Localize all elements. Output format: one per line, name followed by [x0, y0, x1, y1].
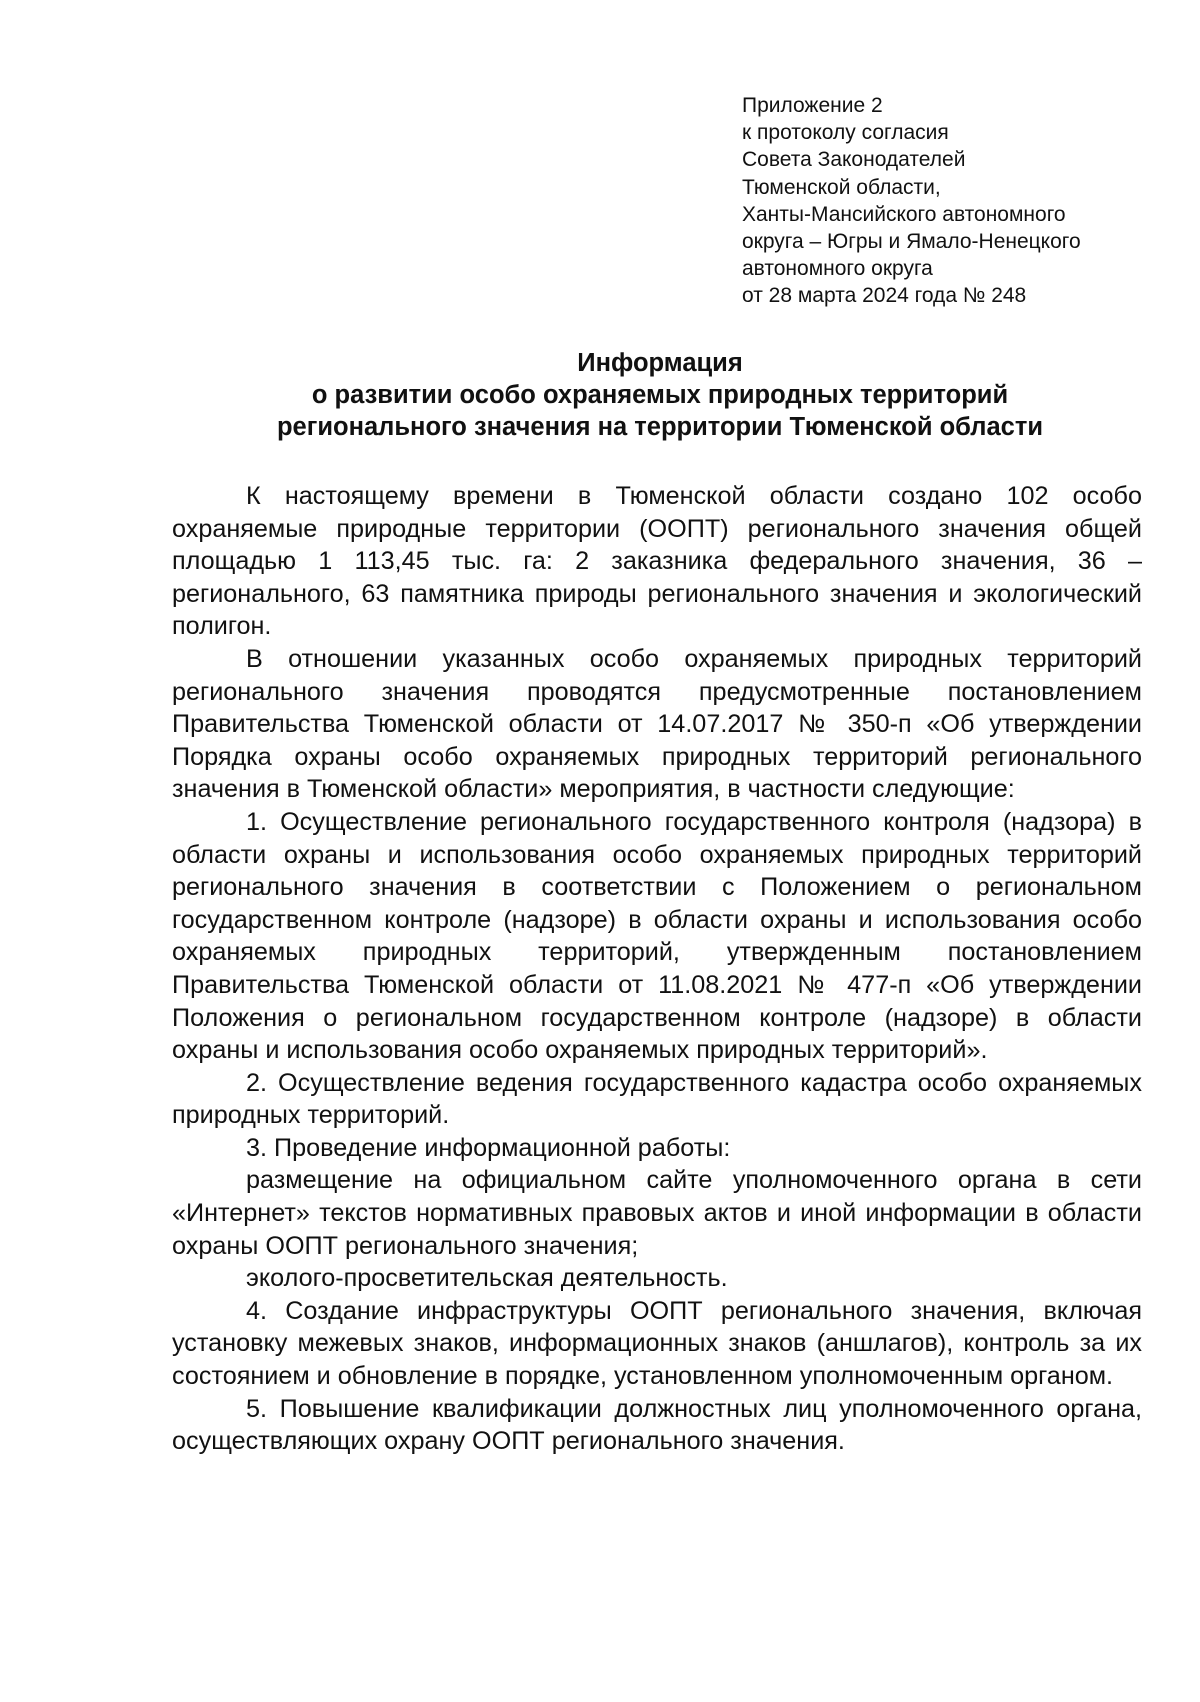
appendix-line: Ханты-Мансийского автономного	[742, 202, 1066, 226]
list-item-3-sub-1: размещение на официальном сайте уполномоченного органа в сети «Интернет» текстов нормативных правовых актов и иной информации в области охраны ООПТ регионального значения;	[172, 1166, 1142, 1260]
list-item-1: 1. Осуществление регионального государственного контроля (надзора) в области охраны и использования особо охраняемых природных территорий регионального значения в соответствии с Положением о региональном государственном контроле (надзоре) в области охраны и использования особо охраняемых природных территорий, утвержденным постановлением Правительства Тюменской области от 11.08.2021 № 477-п «Об утверждении Положения о региональном государственном контроле (надзоре) в области охраны и использования особо охраняемых природных территорий».	[172, 807, 1142, 1065]
appendix-note	[742, 92, 1162, 310]
list-item-2: 2. Осуществление ведения государственного кадастра особо охраняемых природных территорий.	[172, 1068, 1142, 1130]
paragraph-measures: В отношении указанных особо охраняемых природных территорий регионального значения проводятся предусмотренные постановлением Правительства Тюменской области от 14.07.2017 № 350-п «Об утверждении Порядка охраны особо охраняемых природных территорий регионального значения в Тюменской области» мероприятия, в частности следующие:	[172, 644, 1142, 804]
list-item-4: 4. Создание инфраструктуры ООПТ регионального значения, включая установку межевых знаков, информационных знаков (аншлагов), контроль за их состоянием и обновление в порядке, установленном уполномоченным органом.	[172, 1296, 1142, 1391]
appendix-line: Совета Законодателей	[742, 148, 966, 172]
appendix-line: округа – Югры и Ямало-Ненецкого	[742, 230, 1081, 254]
list-item-3: 3. Проведение информационной работы:	[246, 1133, 731, 1162]
list-item-3-sub-2: эколого-просветительская деятельность.	[246, 1264, 728, 1293]
appendix-line: автономного округа	[742, 257, 933, 281]
title-line: регионального значения на территории Тюменской области	[276, 413, 1044, 441]
appendix-line: от 28 марта 2024 года № 248	[742, 284, 1027, 308]
list-item-5: 5. Повышение квалификации должностных лиц уполномоченного органа, осуществляющих охрану ООПТ регионального значения.	[172, 1394, 1142, 1456]
appendix-line: Приложение 2	[742, 94, 883, 117]
document-body	[172, 480, 1142, 1458]
title-line: о развитии особо охраняемых природных территорий	[311, 381, 1009, 409]
appendix-line: к протоколу согласия	[742, 121, 949, 145]
title-line: Информация	[577, 349, 743, 377]
document-title	[160, 347, 1160, 443]
appendix-line: Тюменской области,	[742, 175, 941, 199]
paragraph-intro: К настоящему времени в Тюменской области создано 102 особо охраняемые природные территории (ООПТ) регионального значения общей площадью 1 113,45 тыс. га: 2 заказника федерального значения, 36 – регионального, 63 памятника природы регионального значения и экологический полигон.	[172, 482, 1142, 641]
